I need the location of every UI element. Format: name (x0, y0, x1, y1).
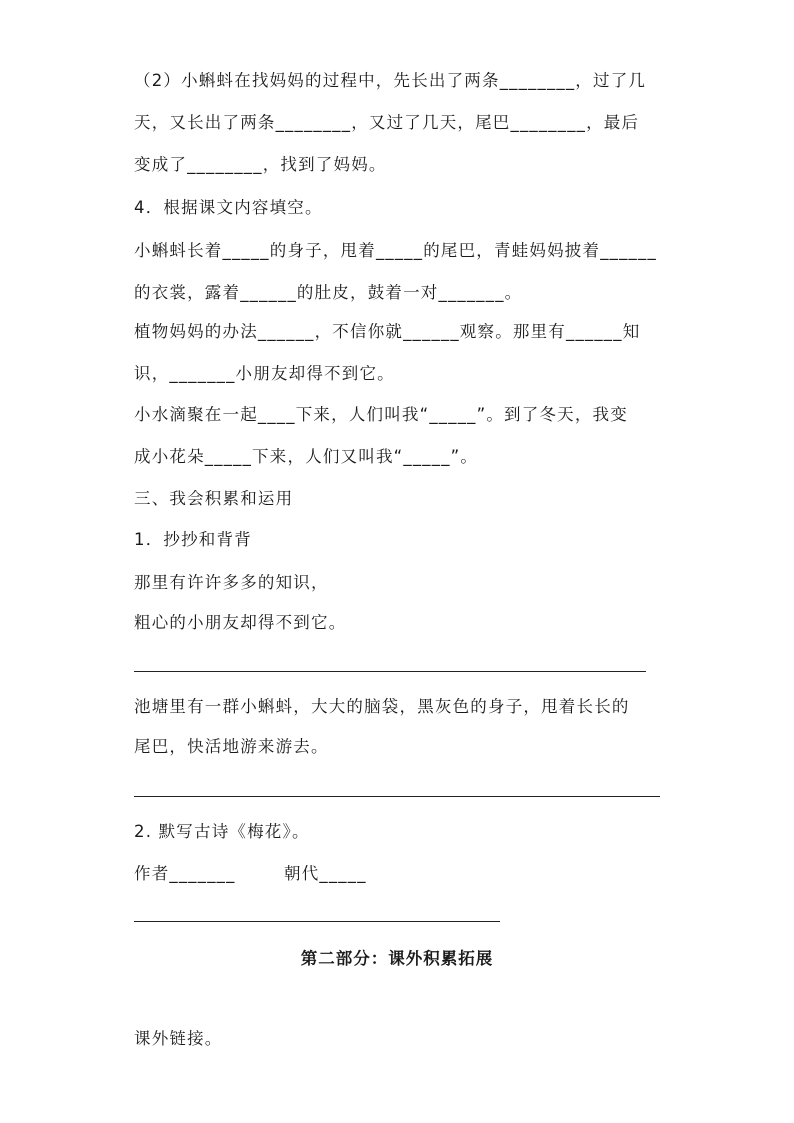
fill-line-5: 小水滴聚在一起____下来，人们叫我“_____”。到了冬天，我变 (134, 405, 628, 424)
poem-question-title: 2. 默写古诗《梅花》。 (134, 822, 310, 841)
fill-line-1: 小蝌蚪长着_____的身子，甩着_____的尾巴，青蛙妈妈披着______ (134, 241, 657, 260)
fill-line-2: 的衣裳，露着______的肚皮，鼓着一对_______。 (134, 283, 523, 302)
writing-line-2[interactable] (134, 796, 660, 797)
fill-line-6: 成小花朵_____下来，人们又叫我“_____”。 (134, 447, 479, 466)
question-blank-1-cont: 天，又长出了两条________，又过了几天，尾巴________，最后 (134, 113, 640, 132)
copy-text-line-1: 那里有许许多多的知识， (134, 573, 329, 592)
fill-line-3: 植物妈妈的办法______，不信你就______观察。那里有______知 (134, 322, 641, 341)
copy-text-line-2: 粗心的小朋友却得不到它。 (134, 613, 347, 632)
author-field: 作者_______ (134, 864, 236, 883)
copy-text-line-3: 池塘里有一群小蝌蚪，大大的脑袋，黑灰色的身子，甩着长长的 (134, 697, 630, 716)
fill-line-4: 识，_______小朋友却得不到它。 (134, 364, 395, 383)
question-4-title: 4．根据课文内容填空。 (134, 198, 323, 217)
question-blank-1: （2）小蝌蚪在找妈妈的过程中，先长出了两条________，过了几 (134, 71, 647, 90)
extra-link-label: 课外链接。 (134, 1029, 223, 1048)
part-two-heading: 第二部分：课外积累拓展 (300, 949, 494, 968)
question-blank-1-end: 变成了________，找到了妈妈。 (134, 155, 387, 174)
section-three-heading: 三、我会积累和运用 (134, 489, 294, 508)
copy-text-line-4: 尾巴，快活地游来游去。 (134, 737, 329, 756)
copy-recite-title: 1．抄抄和背背 (134, 530, 252, 549)
poem-writing-line[interactable] (134, 921, 500, 922)
dynasty-field: 朝代_____ (284, 864, 367, 883)
writing-line-1[interactable] (134, 671, 646, 672)
